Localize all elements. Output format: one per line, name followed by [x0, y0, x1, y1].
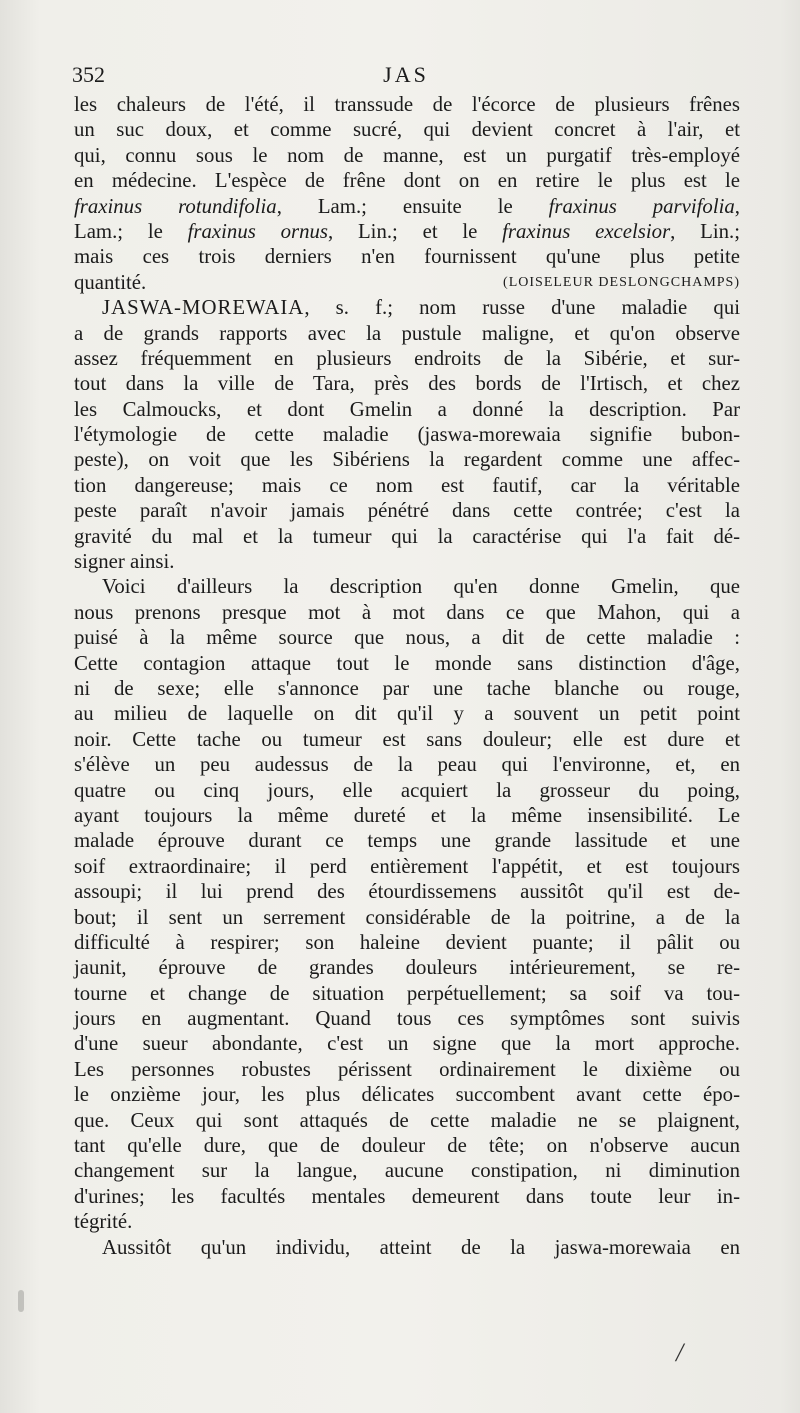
text-line: gravité du mal et la tumeur qui la caractérise qui l'a fait dé-	[74, 524, 740, 548]
species-name: fraxinus parvifolia	[548, 194, 735, 218]
page-header	[72, 62, 740, 92]
entry-headword: JASWA-MOREWAIA	[102, 296, 305, 320]
text-line: quatre ou cinq jours, elle acquiert la grosseur du poing,	[74, 778, 740, 802]
margin-mark: /	[676, 1338, 684, 1367]
text-line: les chaleurs de l'été, il transsude de l'écorce de plusieurs frênes	[74, 93, 740, 116]
text-line: assez fréquemment en plusieurs endroits de la Sibérie, et sur-	[74, 346, 740, 370]
text-line: ni de sexe; elle s'annonce par une tache blanche ou rouge,	[74, 676, 740, 700]
text-line: soif extraordinaire; il perd entièrement l'appétit, et est toujours	[74, 854, 740, 878]
text-line: signer ainsi.	[74, 550, 175, 574]
text-line: jours en augmentant. Quand tous ces symptômes sont suivis	[74, 1007, 740, 1031]
text-line: l'étymologie de cette maladie (jaswa-morewaia signifie bubon-	[74, 423, 740, 447]
text-line: Cette contagion attaque tout le monde sans distinction d'âge,	[74, 651, 740, 675]
text-line: au milieu de laquelle on dit qu'il y a souvent un petit point	[74, 702, 740, 726]
text-line: noir. Cette tache ou tumeur est sans douleur; elle est dure et	[74, 727, 740, 751]
text-line: tout dans la ville de Tara, près des bords de l'Irtisch, et chez	[74, 372, 740, 396]
entry-first-line: JASWA-MOREWAIA, s. f.; nom russe d'une maladie qui	[102, 296, 740, 320]
text-line: peste paraît n'avoir jamais pénétré dans cette contrée; c'est la	[74, 499, 740, 523]
text-line: les Calmoucks, et dont Gmelin a donné la description. Par	[74, 397, 740, 421]
text-line: a de grands rapports avec la pustule maligne, et qu'on observe	[74, 321, 740, 345]
text-line: un suc doux, et comme sucré, qui devient concret à l'air, et	[74, 118, 740, 142]
text-line: d'urines; les facultés mentales demeurent dans toute leur in-	[74, 1184, 740, 1208]
text-line: le onzième jour, les plus délicates succombent avant cette épo-	[74, 1083, 740, 1107]
paragraph-first-line: Aussitôt qu'un individu, atteint de la jaswa-morewaia en	[102, 1235, 740, 1259]
text-line: en médecine. L'espèce de frêne dont on en retire le plus est le	[74, 169, 740, 193]
text-line: Lam.; le fraxinus ornus, Lin.; et le fraxinus excelsior, Lin.;	[74, 219, 741, 243]
species-name: fraxinus ornus	[187, 219, 328, 243]
text-line: nous prenons presque mot à mot dans ce que Mahon, qui a	[74, 600, 740, 624]
text-line: s'élève un peu audessus de la peau qui l'environne, et, en	[74, 753, 740, 777]
species-name: fraxinus excelsior	[502, 219, 671, 243]
text-line: tourne et change de situation perpétuellement; sa soif va tou-	[74, 981, 740, 1005]
author-signature: (LOISELEUR DESLONGCHAMPS)	[503, 274, 740, 290]
text-line: peste), on voit que les Sibériens la regardent comme une affec-	[74, 448, 740, 472]
text-line: que. Ceux qui sont attaqués de cette maladie ne se plaignent,	[74, 1108, 740, 1132]
page-number: 352	[72, 62, 105, 87]
text-line: difficulté à respirer; son haleine devient puante; il pâlit ou	[74, 930, 740, 954]
text-line: fraxinus rotundifolia, Lam.; ensuite le fraxinus parvifolia,	[74, 194, 740, 218]
text-line: puisé à la même source que nous, a dit de cette maladie :	[74, 626, 740, 650]
text-line: mais ces trois derniers n'en fournissent qu'une plus petite	[74, 245, 740, 269]
text-line: malade éprouve durant ce temps une grande lassitude et une	[74, 829, 740, 853]
text-line: qui, connu sous le nom de manne, est un purgatif très-employé	[74, 143, 740, 167]
text-line: quantité. (LOISELEUR DESLONGCHAMPS)	[74, 270, 740, 294]
text-line: changement sur la langue, aucune constipation, ni diminution	[74, 1159, 740, 1183]
text-line: d'une sueur abondante, c'est un signe que la mort approche.	[74, 1032, 740, 1056]
running-head: JAS	[383, 62, 429, 87]
text-line: bout; il sent un serrement considérable de la poitrine, a de la	[74, 905, 740, 929]
text-line: jaunit, éprouve de grandes douleurs intérieurement, se re-	[74, 956, 740, 980]
page-smudge	[18, 1290, 24, 1312]
text-line: assoupi; il lui prend des étourdissemens aussitôt qu'il est de-	[74, 880, 740, 904]
text-line: tant qu'elle dure, que de douleur de tête; on n'observe aucun	[74, 1134, 740, 1158]
text-line: ayant toujours la même dureté et la même insensibilité. Le	[74, 803, 740, 827]
text-line: Les personnes robustes périssent ordinairement le dixième ou	[74, 1057, 740, 1081]
species-name: fraxinus rotundifolia	[74, 194, 277, 218]
text-line: tégrité.	[74, 1210, 133, 1234]
text-line: tion dangereuse; mais ce nom est fautif, car la véritable	[74, 473, 740, 497]
body-text	[74, 92, 740, 1260]
paragraph-first-line: Voici d'ailleurs la description qu'en donne Gmelin, que	[102, 575, 740, 599]
